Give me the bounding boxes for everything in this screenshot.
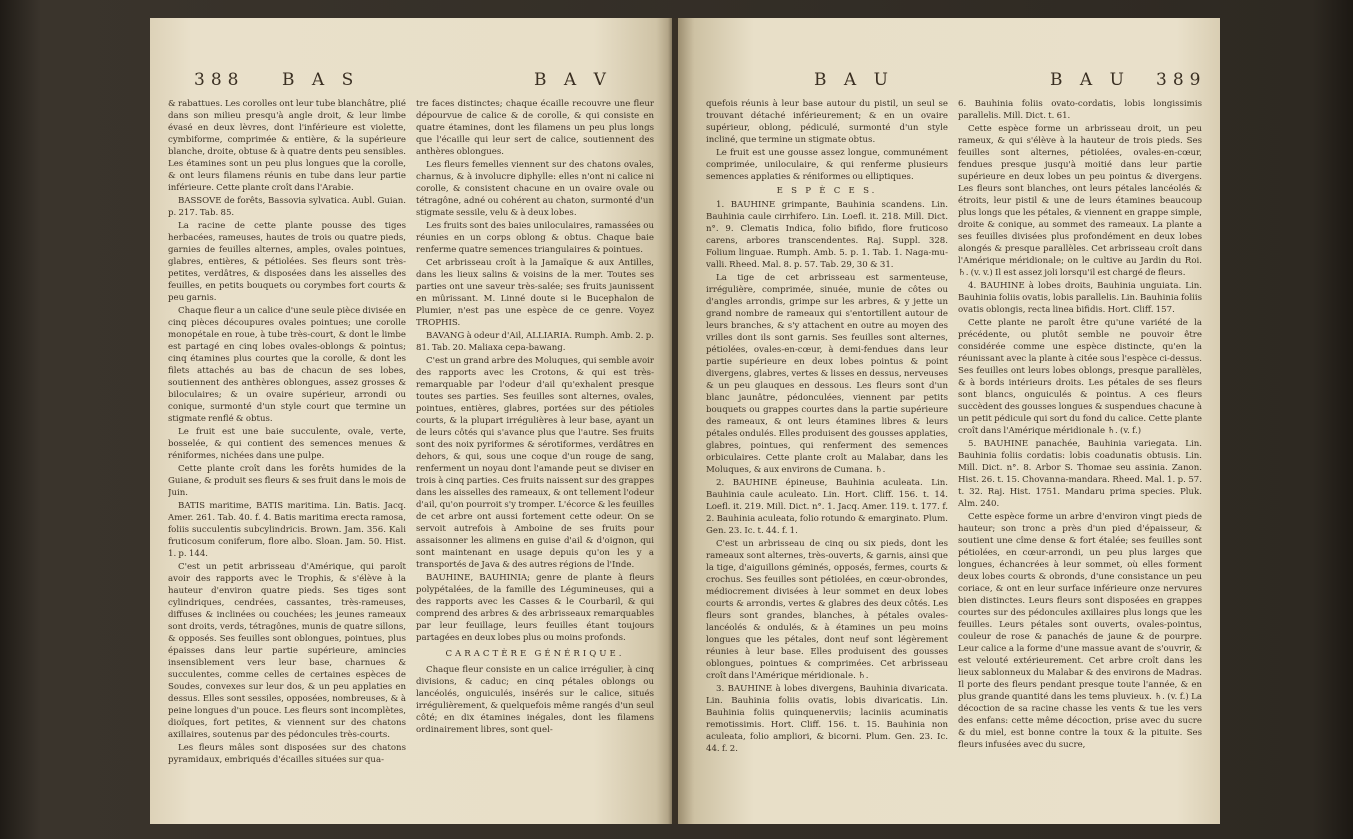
species-entry-2: 2. BAUHINE épineuse, Bauhinia aculeata. Lin. Bauhinia caule aculeato. Lin. Hort. Cliff. 156. t. 14. Loefl. it. 219. Mill. Dict. n°. 1. Jacq. Amer. 119. t. 177. f. 2. Bauhinia aculeata, folio rotundo & emarginato. Plum. Gen. 23. Ic. t. 44. f. 1. <box>706 478 948 536</box>
paragraph: Cet arbrisseau croît à la Jamaïque & aux Antilles, dans les lieux salins & voisins de la mer. Toutes ses parties ont une saveur très-salée; ses fruits jaunissent en mûrissant. M. Linné doute si le Bucephalon de Plumier, n'est pas une espèce de ce genre. Voyez TROPHIS. <box>416 258 654 328</box>
running-head-bau-right: B A U <box>1050 70 1130 90</box>
entry-heading-bauhine: BAUHINE, BAUHINIA; genre de plante à fleurs polypétalées, de la famille des Légumineuses, qui a des rapports avec les Casses & le Courbaril, & qui comprend des arbres & des arbrisseaux remarquables par leur feuillage, leurs feuilles étant toujours partagées en deux lobes plus ou moins profonds. <box>416 573 654 643</box>
running-head-bav: B A V <box>534 70 612 90</box>
paragraph: Les fleurs mâles sont disposées sur des chatons pyramidaux, embriqués d'écailles situées sur qua- <box>168 743 406 765</box>
paragraph: Cette espèce forme un arbrisseau droit, un peu rameux, & qui s'élève à la hauteur de trois pieds. Ses feuilles sont alternes, pétiolées, ovales-en-cœur, fendues presque jusqu'à moitié dans leur partie supérieure en deux lobes un peu pointus & divergens. Les fleurs sont blanches, ont leurs pétales lancéolés & étroits, leur pistil & une de leurs étamines beaucoup plus longs que les pétales, & viennent en grappe simple, droite & conique, au sommet des rameaux. La plante a ses feuilles divisées plus profondément en deux lobes alongés & presque parallèles. Cet arbrisseau croît dans l'Amérique méridionale; on le cultive au Jardin du Roi. ♄. (v. v.) Il est assez joli lorsqu'il est chargé de fleurs. <box>958 124 1202 278</box>
paragraph: Cette plante ne paroît être qu'une variété de la précédente, ou plutôt semble ne pouvoir être considérée comme une espèce distincte, qu'en la réunissant avec la plante à citée sous l'espèce ci-dessus. Ses feuilles ont leurs lobes oblongs, presque parallèles, & à bords intérieurs droits. Les pétales de ses fleurs sont blancs, onguiculés & pointus. A ces fleurs succèdent des gousses longues & suspendues chacune à un petit pédicule qui sort du fond du calice. Cette plante croît dans l'Amérique méridionale ♄. (v. f.) <box>958 318 1202 436</box>
running-head-bas: B A S <box>282 70 360 90</box>
running-head-bau-left: B A U <box>814 70 894 90</box>
right-page <box>678 18 1220 824</box>
page-number-left: 388 <box>194 70 245 90</box>
paragraph: Le fruit est une baie succulente, ovale, verte, bosselée, & qui contient des semences menues & réniformes, nichées dans une pulpe. <box>168 427 406 461</box>
paragraph: Cette espèce forme un arbre d'environ vingt pieds de hauteur; son tronc a près d'un pied d'épaisseur, & soutient une cîme dense & fort étalée; ses feuilles sont pétiolées, en cœur-arrondi, un peu plus larges que longues, échancrées à leur sommet, où elles forment deux lobes courts & obronds, d'une consistance un peu coriace, & ont en leur surface inférieure onze nervures bien distinctes. Leurs fleurs sont disposées en grappes courtes sur des pédoncules axillaires plus longs que les feuilles. Leurs pétales sont ouverts, ovales-pointus, couleur de rose & panachés de jaune & de pourpre. Leur calice a la forme d'une massue avant de s'ouvrir, & est velouté extérieurement. Cet arbre croît dans les lieux sablonneux du Malabar & des environs de Madras. Il porte des fleurs pendant presque toute l'année, & en plus grande quantité dans les tems pluvieux. ♄. (v. f.) La décoction de sa racine chasse les vents & tue les vers des enfans: cette même décoction, prise avec du sucre & du miel, est bonne contre la toux & la pituite. Ses fleurs infusées avec du sucre, <box>958 512 1202 750</box>
left-column-1 <box>168 98 406 813</box>
entry-heading-bavang: BAVANG à odeur d'Ail, ALLIARIA. Rumph. Amb. 2. p. 81. Tab. 20. Maliaxa cepa-bawang. <box>416 331 654 353</box>
paragraph: Les fleurs femelles viennent sur des chatons ovales, charnus, & à involucre diphylle: elles n'ont ni calice ni corolle, & consistent chacune en un ovaire ovale ou tétragône, adné ou cohérent au chaton, surmonté d'un stigmate sessile, velu & à deux lobes. <box>416 160 654 218</box>
paragraph: C'est un petit arbrisseau d'Amérique, qui paroît avoir des rapports avec le Trophis, & s'élève à la hauteur d'environ quatre pieds. Ses tiges sont cylindriques, cendrées, cassantes, très-rameuses, diffuses & inclinées ou couchées; les jeunes rameaux sont droits, verds, tétragônes, munis de quatre sillons, & opposés. Ses feuilles sont oblongues, pointues, plus épaisses dans leur partie supérieure, amincies insensiblement vers leur base, charnues & succulentes, comme celles de certaines espèces de Soudes, convexes sur leur dos, & un peu applaties en dessus. Elles sont sessiles, opposées, nombreuses, & à peine longues d'un pouce. Les fleurs sont incomplètes, dioïques, fort petites, & viennent sur des chatons axillaires, soutenus par des pédoncules très-courts. <box>168 562 406 740</box>
section-heading-especes: E S P È C E S. <box>776 186 878 196</box>
paragraph: La tige de cet arbrisseau est sarmenteuse, irrégulière, comprimée, sinuée, munie de côtes ou d'angles arrondis, grimpe sur les arbres, & y jette un grand nombre de rameaux qui s'entortillent autour de leurs branches, & s'y attachent en outre au moyen des vrilles dont ils sont garnis. Ses feuilles sont alternes, pétiolées, ovales-en-cœur, à demi-fendues dans leur partie supérieure en deux lobes pointus & point divergens, glabres, vertes & lisses en dessus, nerveuses & un peu glauques en dessous. Les fleurs sont d'un blanc jaunâtre, pédonculées, viennent par petits bouquets ou grappes courtes dans la partie supérieure des rameaux, & ont leurs étamines libres & leurs pétales ondulés. Elles produisent des gousses applaties, glabres, pointues, qui renferment des semences orbiculaires. Cette plante croît au Malabar, dans les Moluques, & aux environs de Cumana. ♄. <box>706 273 948 475</box>
paragraph: Chaque fleur consiste en un calice irrégulier, à cinq divisions, & caduc; en cinq pétales oblongs ou lancéolés, onguiculés, insérés sur le calice, situés irrégulièrement, & quelquefois même rangés d'un seul côté; en dix étamines inégales, dont les filamens ordinairement libres, sont quel- <box>416 665 654 735</box>
paragraph: Chaque fleur a un calice d'une seule pièce divisée en cinq pièces découpures ovales pointues; une corolle monopétale en roue, à tube très-court, & dont le limbe est partagé en cinq lobes ovales-oblongs & pointus; cinq étamines plus courtes que la corolle, & dont les filets attachés au bas de chacun de ses lobes, soutiennent des anthères oblongues, assez grosses & biloculaires; & un ovaire supérieur, arrondi ou conique, surmonté d'un style court que termine un stigmate renflé & obtus. <box>168 306 406 424</box>
right-column-2 <box>958 98 1202 813</box>
paragraph: C'est un grand arbre des Moluques, qui semble avoir des rapports avec les Crotons, & qui est très-remarquable par l'odeur d'ail qu'exhalent presque toutes ses parties. Ses feuilles sont alternes, ovales, pointues, entières, glabres, portées sur des pétioles courts, & la plupart irrégulières à leur base, ayant un de leurs côtés qui s'avance plus que l'autre. Ses fruits sont des noix pyriformes & sérotiformes, verdâtres en dehors, & qui, sous une coque d'un rouge de sang, renferment un noyau dont l'amande peut se diviser en trois à cinq parties. Ces fruits naissent sur des grappes dans les aisselles des rameaux, & ont tellement l'odeur d'ail, qu'on pourroit s'y tromper. L'écorce & les feuilles de cet arbre ont aussi fortement cette odeur. On se servoit autrefois à Amboine de ses fruits pour assaisonner les alimens en guise d'ail & d'oignon, qui sont maintenant en usage depuis qu'on les y a transportés de Java & des autres régions de l'Inde. <box>416 356 654 570</box>
page-number-right: 389 <box>1156 70 1207 90</box>
paragraph: tre faces distinctes; chaque écaille recouvre une fleur dépourvue de calice & de corolle, & qui consiste en quatre étamines, dont les filamens un peu plus longs que l'écaille qui leur sert de calice, soutiennent des anthères oblongues. <box>416 99 654 157</box>
entry-heading-batis: BATIS maritime, BATIS maritima. Lin. Batis. Jacq. Amer. 261. Tab. 40. f. 4. Batis maritima erecta ramosa, foliis succulentis subcylindricis. Brown. Jam. 356. Kali fruticosum coniferum, flore albo. Sloan. Jam. 50. Hist. 1. p. 144. <box>168 501 406 559</box>
paragraph: Cette plante croît dans les forêts humides de la Guiane, & produit ses fleurs & ses fruit dans le mois de Juin. <box>168 464 406 498</box>
paragraph: quefois réunis à leur base autour du pistil, un seul se trouvant détaché inférieurement; & en un ovaire supérieur, oblong, pédiculé, surmonté d'un style incliné, que termine un stigmate obtus. <box>706 99 948 145</box>
species-entry-5: 5. BAUHINE panachée, Bauhinia variegata. Lin. Bauhinia foliis cordatis: lobis coadunatis obtusis. Lin. Mill. Dict. n°. 8. Arbor S. Thomae seu assinia. Zanon. Hist. 26. t. 15. Chovanna-mandara. Rheed. Mal. 1. p. 57. t. 32. Raj. Hist. 1751. Mandaru prima species. Pluk. Alm. 240. <box>958 439 1202 509</box>
species-entry-1: 1. BAUHINE grimpante, Bauhinia scandens. Lin. Bauhinia caule cirrhifero. Lin. Loefl. it. 218. Mill. Dict. n°. 9. Clematis Indica, folio bifido, flore fruticoso carens, arbores transcendentes. Raj. Suppl. 328. Folium linguae. Rumph. Amb. 5. p. 1. Tab. 1. Naga-mu-valli. Rheed. Mal. 8. p. 57. Tab. 29, 30 & 31. <box>706 200 948 270</box>
left-running-head <box>150 70 672 94</box>
paragraph: Le fruit est une gousse assez longue, communément comprimée, uniloculaire, & qui renferme plusieurs semences applaties & réniformes ou elliptiques. <box>706 148 948 182</box>
paragraph: Les fruits sont des baies uniloculaires, ramassées ou réunies en un corps oblong & obtus. Chaque baie renferme quatre semences triangulaires & pointues. <box>416 221 654 255</box>
section-heading-caractere: CARACTÈRE GÉNÉRIQUE. <box>445 649 625 659</box>
paragraph: C'est un arbrisseau de cinq ou six pieds, dont les rameaux sont alternes, très-ouverts, & garnis, ainsi que la tige, d'aiguillons géminés, opposés, fermes, courts & crochus. Ses feuilles sont pétiolées, en cœur-obrondes, médiocrement divisées à leur sommet en deux lobes courts & arrondis, vertes & glabres des deux côtés. Les fleurs sont grandes, blanches, à pétales ovales-lancéolés & ondulés, & à étamines un peu moins longues que les pétales, dont neuf sont légèrement réunies à leur base. Elles produisent des gousses oblongues, pointues & comprimées. Cet arbrisseau croît dans l'Amérique méridionale. ♄. <box>706 539 948 681</box>
paragraph: La racine de cette plante pousse des tiges herbacées, rameuses, hautes de trois ou quatre pieds, garnies de feuilles alternes, amples, ovales pointues, glabres, entières, & pétiolées. Ses fleurs sont très-petites, verdâtres, & disposées dans les aisselles des feuilles, en petits bouquets ou corymbes fort courts & peu garnis. <box>168 221 406 303</box>
species-entry-4: 4. BAUHINE à lobes droits, Bauhinia unguiata. Lin. Bauhinia foliis ovatis, lobis parallelis. Lin. Bauhinia foliis ovatis oblongis, recta linea bifidis. Hort. Cliff. 157. <box>958 281 1202 315</box>
species-entry-3: 3. BAUHINE à lobes divergens, Bauhinia divaricata. Lin. Bauhinia foliis ovatis, lobis divaricatis. Lin. Bauhinia foliis quinquenerviis; laciniis acuminatis remotissimis. Hort. Cliff. 156. t. 15. Bauhinia non aculeata, folio ampliori, & bicorni. Plum. Gen. 23. Ic. 44. f. 2. <box>706 684 948 754</box>
left-column-2 <box>416 98 654 813</box>
paragraph: & rabattues. Les corolles ont leur tube blanchâtre, plié dans son milieu presqu'à angle droit, & leur limbe évasé en deux lèvres, dont l'inférieure est violette, cymbiforme, comprimée & entière, & la supérieure blanche, droite, obtuse & à quatre dents peu sensibles. Les étamines sont un peu plus longues que la corolle, & ont leurs filamens réunis en tube dans leur partie inférieure. Cette plante croît dans l'Arabie. <box>168 99 406 193</box>
left-page <box>150 18 672 824</box>
paragraph: 6. Bauhinia foliis ovato-cordatis, lobis longissimis parallelis. Mill. Dict. t. 61. <box>958 99 1202 121</box>
entry-heading-bassove: BASSOVE de forêts, Bassovia sylvatica. Aubl. Guian. p. 217. Tab. 85. <box>168 196 406 218</box>
right-running-head <box>678 70 1220 94</box>
right-column-1 <box>706 98 948 813</box>
